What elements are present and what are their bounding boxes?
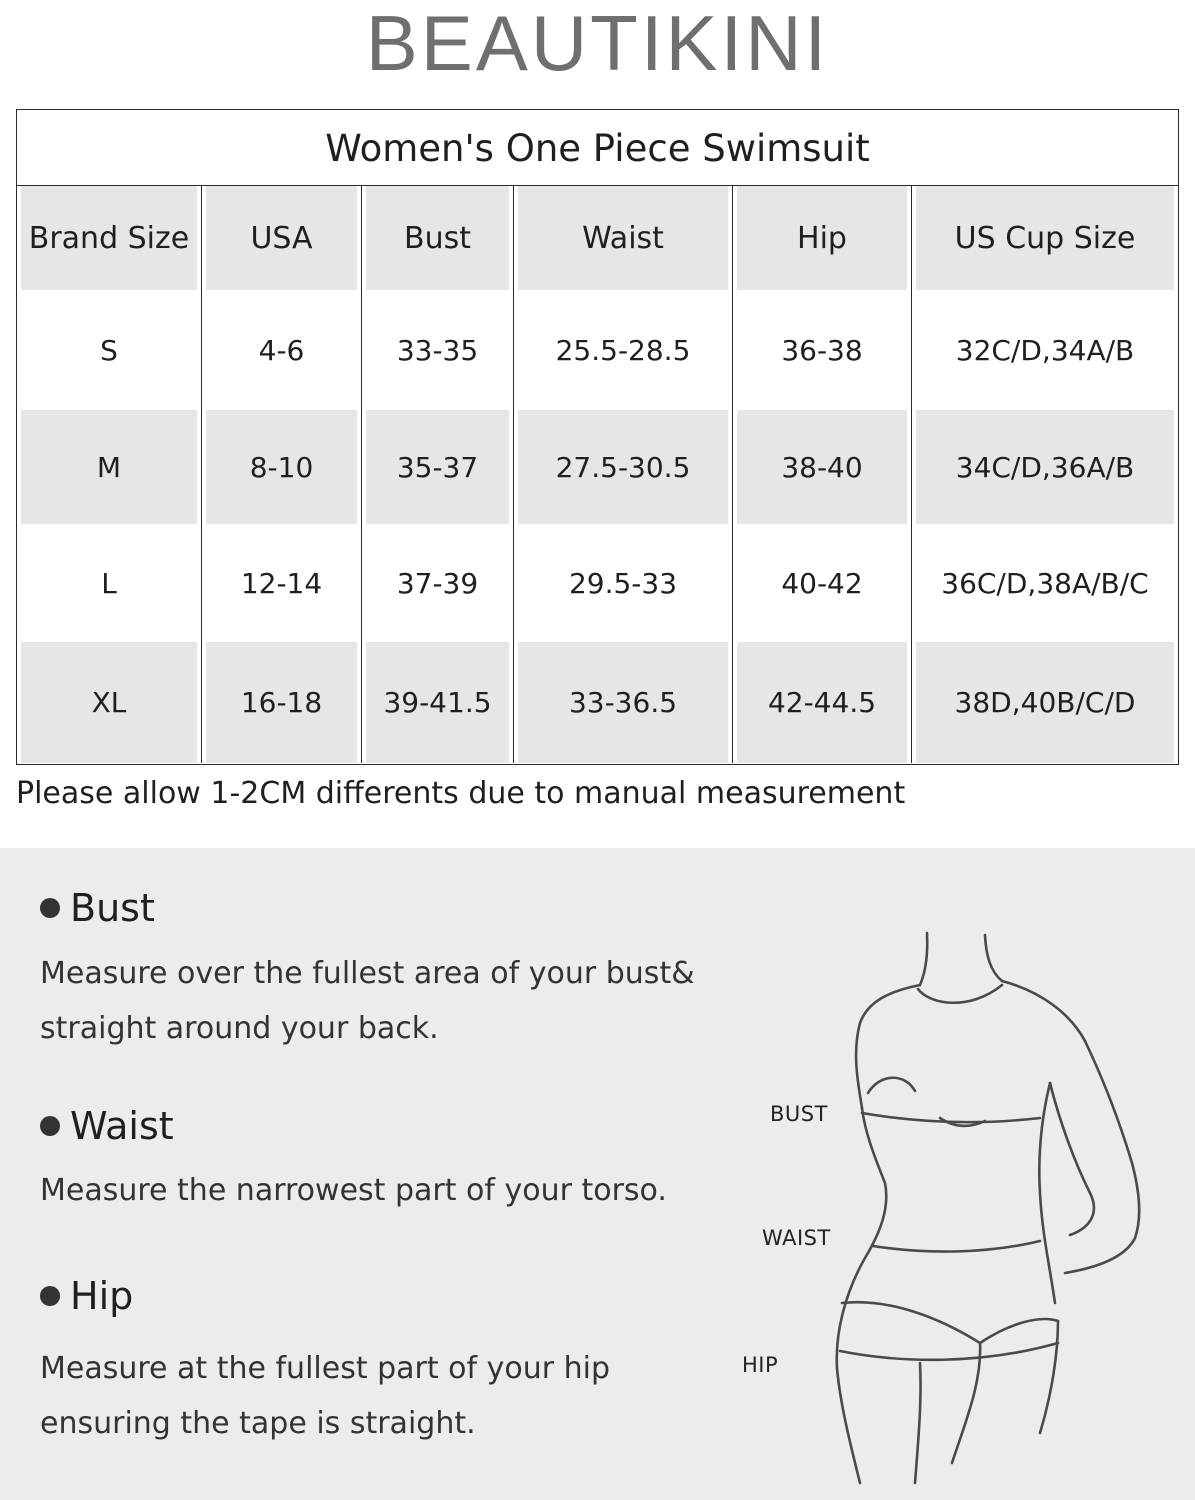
hip-heading: Hip: [40, 1274, 133, 1318]
table-cell: 36C/D,38A/B/C: [911, 524, 1178, 642]
bust-description: Measure over the fullest area of your bust& straight around your back.: [40, 956, 695, 1046]
table-cell: 34C/D,36A/B: [911, 410, 1178, 524]
column-header-hip: Hip: [732, 186, 911, 290]
table-cell: S: [17, 290, 201, 410]
column-header-usa: USA: [201, 186, 361, 290]
table-cell: 33-36.5: [513, 642, 732, 763]
table-cell: 32C/D,34A/B: [911, 290, 1178, 410]
measurement-note: Please allow 1-2CM differents due to manual measurement: [16, 776, 906, 811]
body-figure-illustration: [740, 923, 1195, 1500]
size-chart-table: [16, 109, 1179, 765]
waist-heading: Waist: [40, 1104, 174, 1148]
table-cell: 42-44.5: [732, 642, 911, 763]
size-chart-title: Women's One Piece Swimsuit: [17, 110, 1178, 186]
figure-label-hip: HIP: [742, 1353, 779, 1377]
table-cell: 16-18: [201, 642, 361, 763]
table-cell: 39-41.5: [361, 642, 513, 763]
waist-description: Measure the narrowest part of your torso.: [40, 1173, 667, 1208]
bullet-icon: [40, 1116, 60, 1136]
column-header-us-cup-size: US Cup Size: [911, 186, 1178, 290]
table-cell: 40-42: [732, 524, 911, 642]
column-header-bust: Bust: [361, 186, 513, 290]
hip-description: Measure at the fullest part of your hip ensuring the tape is straight.: [40, 1351, 611, 1441]
table-cell: 4-6: [201, 290, 361, 410]
table-cell: 35-37: [361, 410, 513, 524]
table-cell: 8-10: [201, 410, 361, 524]
measurement-guide: [0, 848, 1195, 1500]
table-cell: 33-35: [361, 290, 513, 410]
figure-label-waist: WAIST: [762, 1226, 831, 1250]
column-header-waist: Waist: [513, 186, 732, 290]
table-cell: XL: [17, 642, 201, 763]
column-header-brand-size: Brand Size: [17, 186, 201, 290]
table-cell: 36-38: [732, 290, 911, 410]
size-chart-grid: [17, 186, 1178, 763]
table-cell: 27.5-30.5: [513, 410, 732, 524]
bullet-icon: [40, 898, 60, 918]
figure-label-bust: BUST: [770, 1102, 828, 1126]
table-cell: 38D,40B/C/D: [911, 642, 1178, 763]
table-cell: 12-14: [201, 524, 361, 642]
table-cell: 25.5-28.5: [513, 290, 732, 410]
table-cell: 38-40: [732, 410, 911, 524]
table-cell: 29.5-33: [513, 524, 732, 642]
table-cell: 37-39: [361, 524, 513, 642]
brand-logo: BEAUTIKINI: [365, 0, 830, 87]
bullet-icon: [40, 1286, 60, 1306]
bust-heading: Bust: [40, 886, 155, 930]
table-cell: M: [17, 410, 201, 524]
table-cell: L: [17, 524, 201, 642]
